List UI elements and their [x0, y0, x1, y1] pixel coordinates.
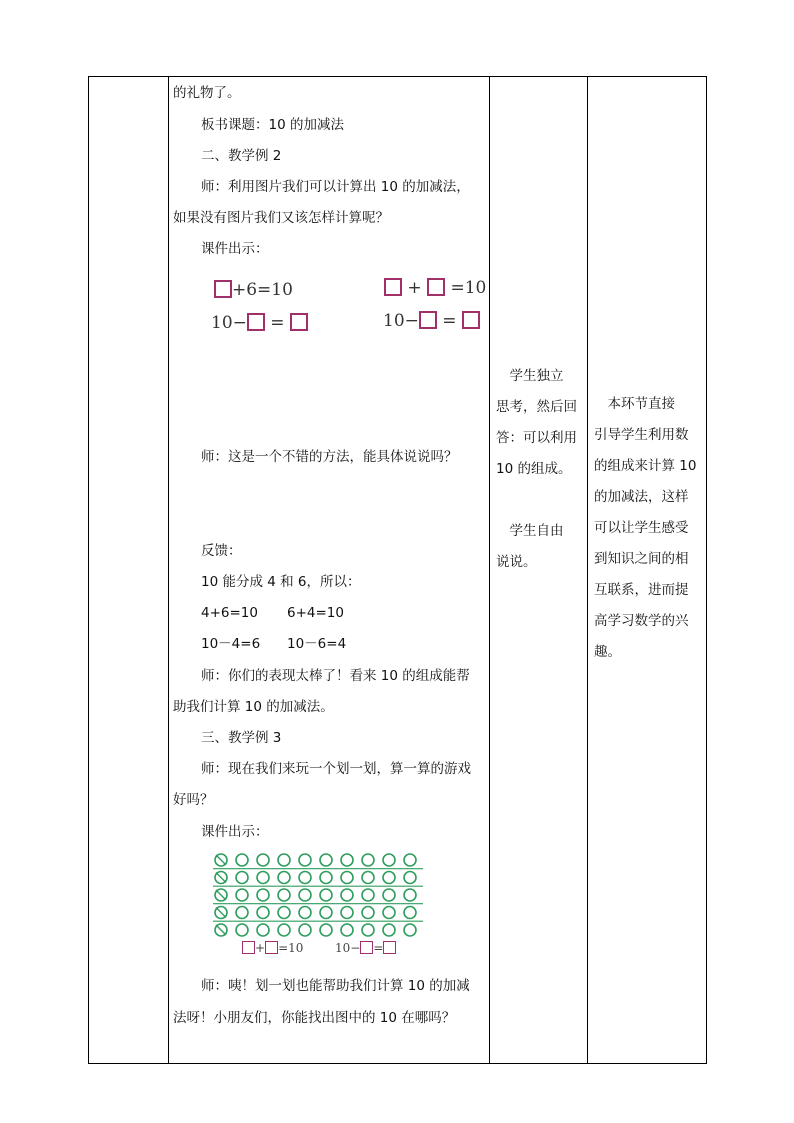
circle-dot — [383, 889, 395, 901]
circle-dot — [320, 872, 332, 884]
circle-dot — [278, 854, 290, 866]
teacher-line: 法呀！小朋友们，你能找出图中的 10 在哪吗？ — [173, 1010, 456, 1026]
equation-text: = — [442, 311, 457, 331]
circle-dot — [236, 872, 248, 884]
circle-dot — [383, 924, 395, 936]
equation — [384, 278, 486, 298]
circle-dot — [236, 854, 248, 866]
teacher-line: 师：咦！划一划也能帮助我们计算 10 的加减 — [201, 978, 470, 994]
teacher-line: 如果没有图片我们又该怎样计算呢？ — [173, 210, 389, 226]
circle-dot — [362, 854, 374, 866]
intent-line: 高学习数学的兴 — [594, 613, 689, 629]
circles-figure — [213, 852, 433, 942]
column-divider — [587, 77, 588, 1063]
circle-dot — [341, 854, 353, 866]
design-intent-cell — [594, 389, 696, 668]
student-line: 说说。 — [496, 554, 537, 570]
circle-dot — [299, 854, 311, 866]
circle-dot — [404, 907, 416, 919]
calc: 4+6=10 — [201, 605, 258, 621]
circle-dot — [404, 854, 416, 866]
teacher-line: 师：你们的表现太棒了！看来 10 的组成能帮 — [201, 668, 470, 684]
circle-dot — [257, 872, 269, 884]
equation-text: 10− — [335, 941, 361, 955]
equation — [383, 311, 480, 331]
blank-box — [265, 941, 278, 954]
circle-dot — [383, 854, 395, 866]
student-line: 学生自由 — [496, 523, 564, 539]
teacher-line: 师：现在我们来玩一个划一划，算一算的游戏 — [201, 761, 471, 777]
circle-dot — [341, 924, 353, 936]
equation-text: + — [255, 941, 266, 955]
circle-dot — [278, 907, 290, 919]
equation-text: =10 — [450, 278, 487, 298]
calc: 10－6=4 — [287, 636, 347, 652]
circle-dot — [299, 889, 311, 901]
lesson-table — [88, 76, 707, 1064]
section-heading: 三、教学例 3 — [201, 730, 282, 746]
student-line: 思考，然后回 — [496, 399, 577, 415]
circle-dot — [278, 924, 290, 936]
circle-dot — [236, 924, 248, 936]
blank-box — [242, 941, 255, 954]
circle-dot — [320, 924, 332, 936]
circle-dot — [383, 872, 395, 884]
section-heading: 二、教学例 2 — [201, 148, 282, 164]
circle-dot — [383, 907, 395, 919]
equation-text: +6=10 — [232, 280, 293, 300]
equation-text: = — [270, 313, 285, 333]
teacher-line: 师：利用图片我们可以计算出 10 的加减法， — [201, 179, 470, 195]
equation-text: + — [407, 278, 422, 298]
circle-dot — [362, 872, 374, 884]
teaching-content-cell — [169, 77, 489, 1063]
equation-text: 10− — [383, 311, 419, 331]
circle-dot — [320, 854, 332, 866]
text-line: 10 能分成 4 和 6，所以： — [201, 574, 361, 590]
blank-box — [427, 278, 445, 296]
column-divider — [489, 77, 490, 1063]
circle-dot — [278, 889, 290, 901]
circle-dot — [278, 872, 290, 884]
blank-box — [419, 311, 437, 329]
circle-dot — [404, 889, 416, 901]
equation-text: 10− — [211, 313, 247, 333]
blank-box — [214, 280, 232, 298]
spacer — [496, 485, 577, 516]
slash-mark — [216, 925, 226, 935]
blank-box — [290, 313, 308, 331]
slash-mark — [216, 908, 226, 918]
blank-box — [383, 941, 396, 954]
slash-mark — [216, 855, 226, 865]
blank-box — [462, 311, 480, 329]
intent-line: 引导学生利用数 — [594, 427, 689, 443]
equation — [211, 313, 308, 333]
teacher-line: 师：这是一个不错的方法，能具体说说吗？ — [201, 449, 458, 465]
blank-box — [247, 313, 265, 331]
circle-dot — [257, 854, 269, 866]
circle-dot — [299, 907, 311, 919]
blank-box — [384, 278, 402, 296]
slash-mark — [216, 873, 226, 883]
circle-dot — [257, 889, 269, 901]
circle-dot — [341, 889, 353, 901]
circle-dot — [236, 907, 248, 919]
equation-text: = — [373, 941, 384, 955]
teacher-line: 好吗？ — [173, 792, 214, 808]
intent-line: 本环节直接 — [594, 396, 675, 412]
intent-line: 的加减法，这样 — [594, 489, 689, 505]
intent-line: 可以让学生感受 — [594, 520, 689, 536]
circle-dot — [362, 907, 374, 919]
equation — [214, 280, 293, 300]
circle-dot — [404, 872, 416, 884]
circle-dot — [257, 924, 269, 936]
intent-line: 趣。 — [594, 644, 621, 660]
small-equation — [335, 941, 396, 955]
intent-line: 到知识之间的相 — [594, 551, 689, 567]
student-line: 学生独立 — [496, 368, 564, 384]
teacher-line: 助我们计算 10 的加减法。 — [173, 699, 334, 715]
circle-dot — [362, 924, 374, 936]
circle-dot — [299, 872, 311, 884]
slash-mark — [216, 890, 226, 900]
circle-dot — [341, 907, 353, 919]
student-activity-cell — [496, 361, 577, 578]
calc: 10－4=6 — [201, 636, 261, 652]
board-title: 板书课题：10 的加减法 — [201, 117, 344, 133]
intent-line: 互联系，进而提 — [594, 582, 689, 598]
circle-dot — [257, 907, 269, 919]
courseware-label: 课件出示： — [201, 241, 269, 257]
circle-dot — [320, 907, 332, 919]
circle-dot — [404, 924, 416, 936]
circle-dot — [320, 889, 332, 901]
circle-dot — [341, 872, 353, 884]
feedback-label: 反馈： — [201, 543, 242, 559]
circle-dot — [299, 924, 311, 936]
text-line: 的礼物了。 — [173, 85, 241, 101]
student-line: 10 的组成。 — [496, 461, 572, 477]
circle-dot — [236, 889, 248, 901]
intent-line: 的组成来计算 10 — [594, 458, 697, 474]
courseware-label: 课件出示： — [201, 824, 269, 840]
calc: 6+4=10 — [287, 605, 344, 621]
equation-text: =10 — [278, 941, 304, 955]
blank-box — [360, 941, 373, 954]
student-line: 答：可以利用 — [496, 430, 577, 446]
circle-dot — [362, 889, 374, 901]
small-equation — [242, 941, 303, 955]
